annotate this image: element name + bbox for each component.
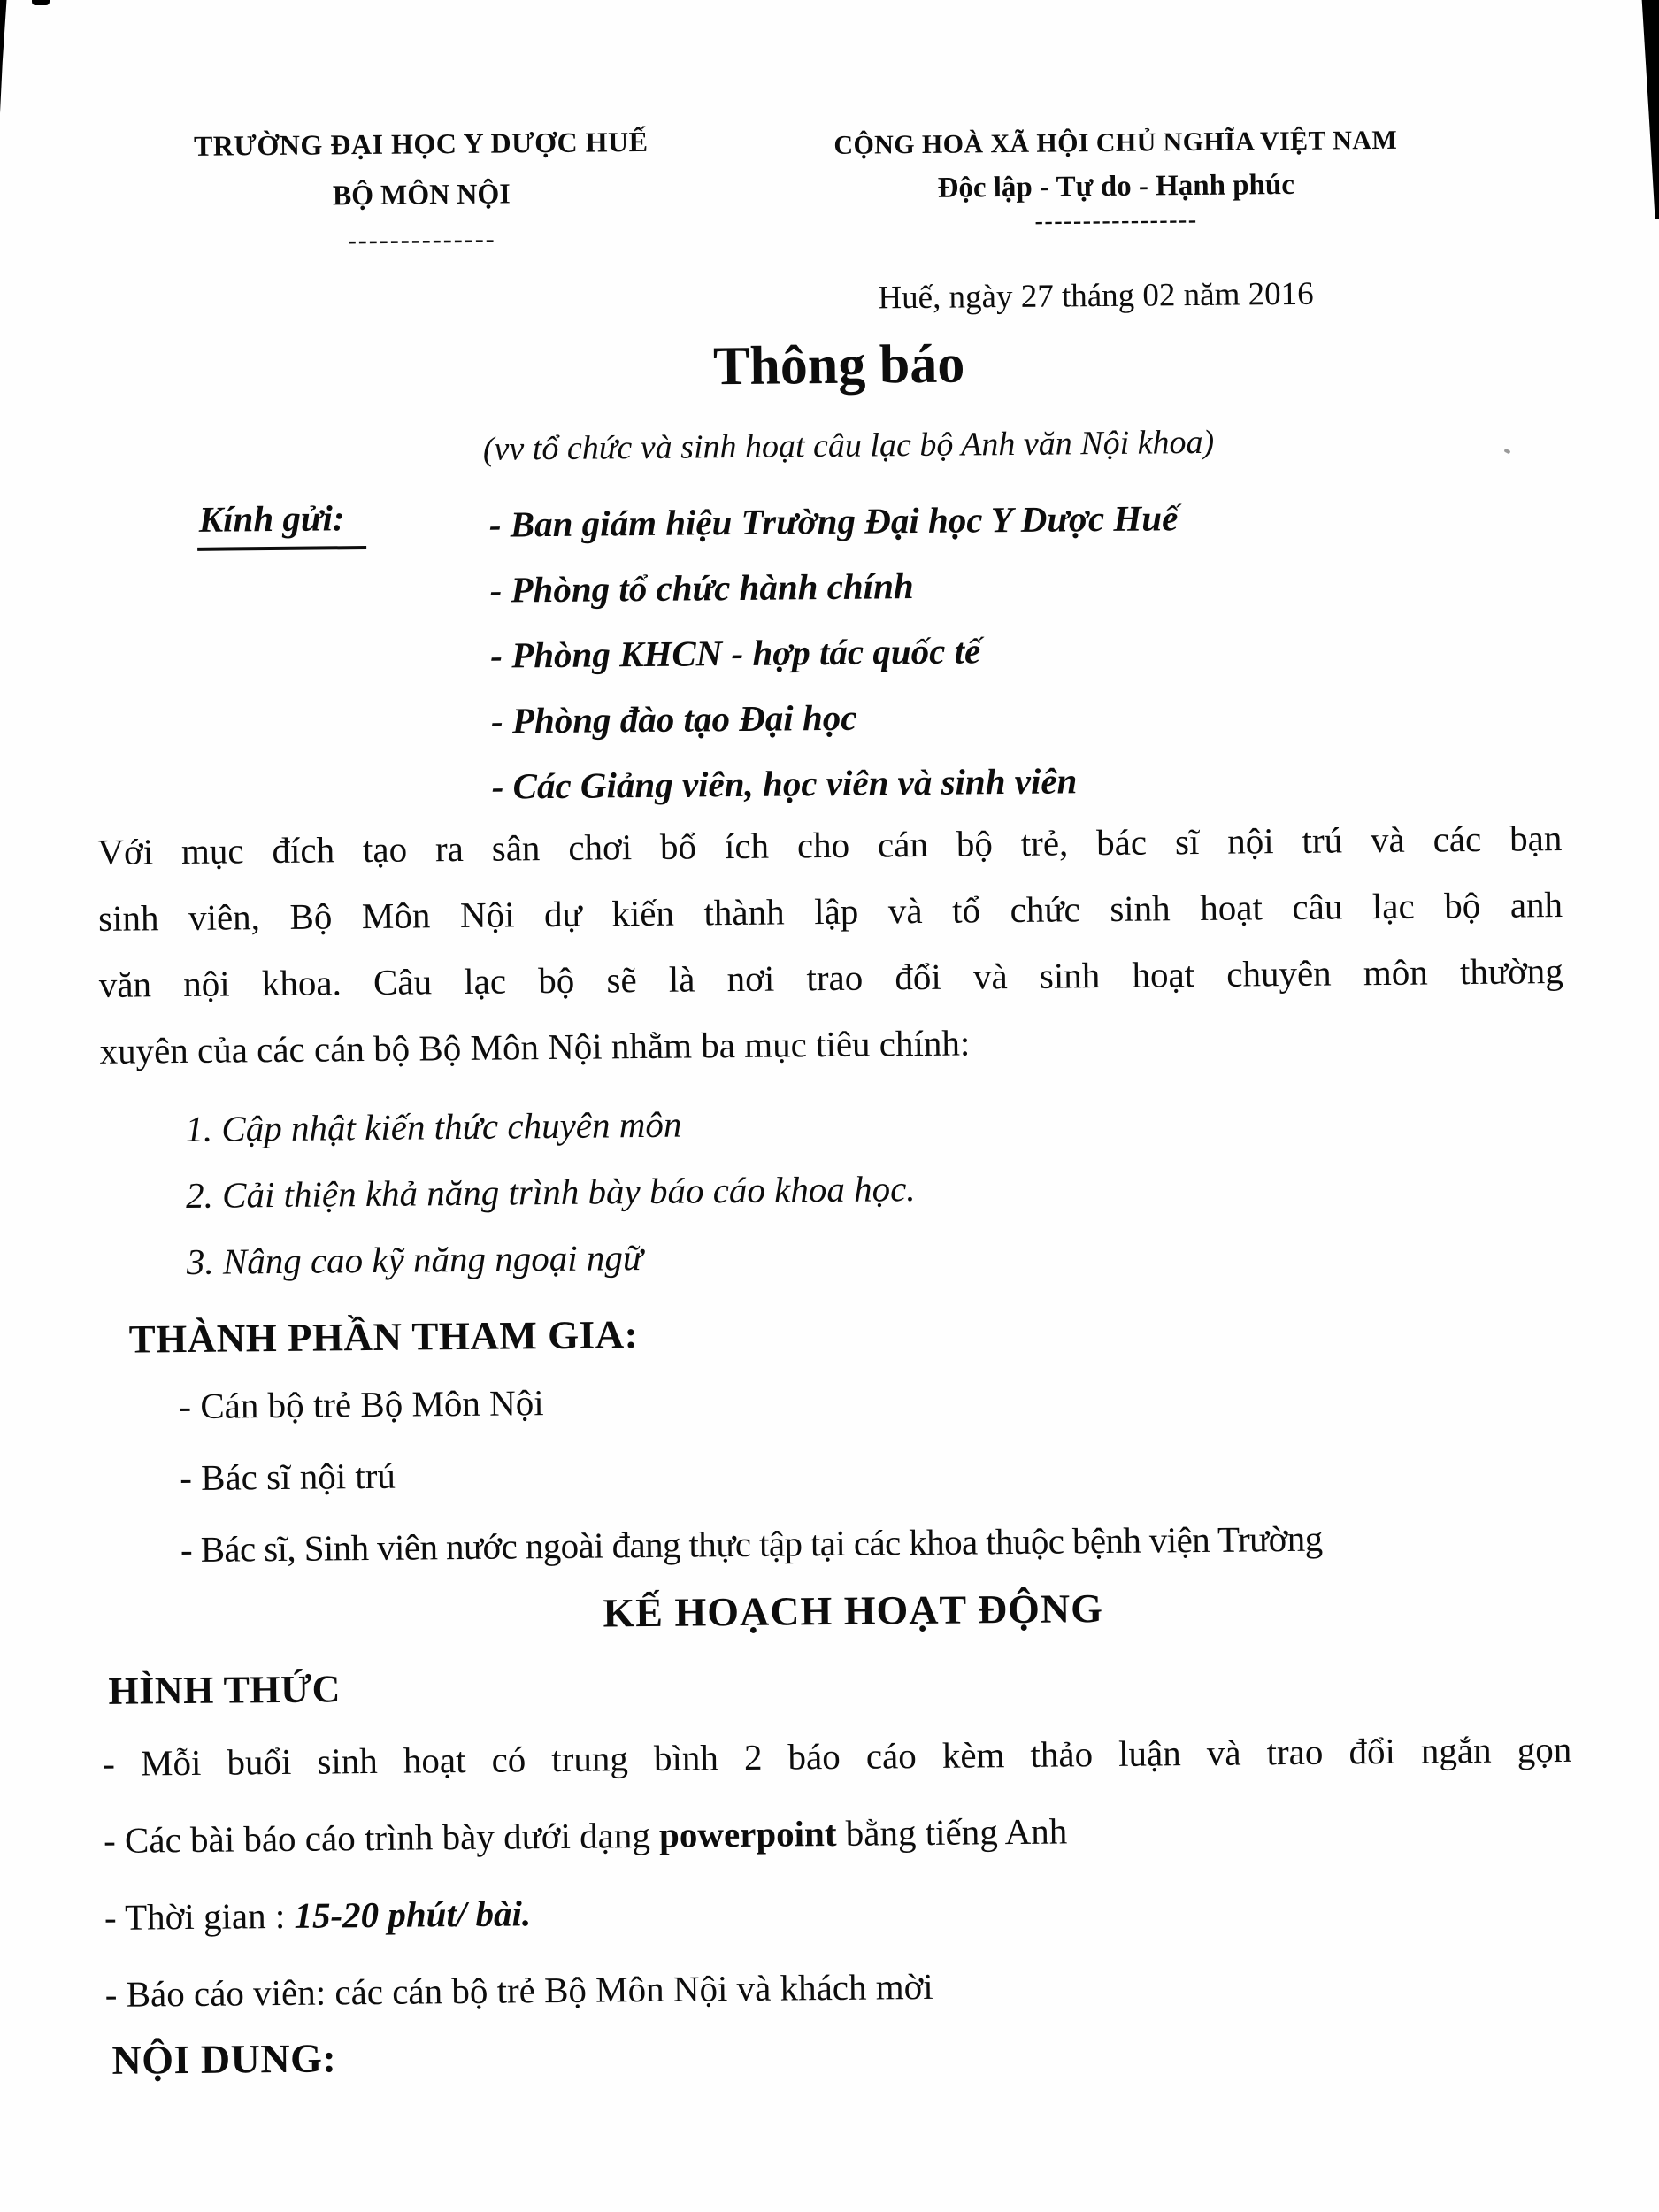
objectives-list — [185, 1085, 1425, 1295]
date-line: Huế, ngày 27 tháng 02 năm 2016 — [878, 275, 1314, 317]
format-item-text: - Các bài báo cáo trình bày dưới dạng — [103, 1814, 660, 1861]
paragraph-line: xuyên của các cán bộ Bộ Môn Nội nhằm ba mục tiêu chính: — [99, 1022, 971, 1071]
paragraph-line: văn nội khoa. Câu lạc bộ sẽ là nơi trao đổi và sinh hoạt chuyên môn thường — [98, 950, 1563, 1005]
recipient-item: - Ban giám hiệu Trường Đại học Y Dược Huế — [488, 497, 1179, 545]
issuing-org-block — [182, 126, 661, 257]
motto-line: Độc lập - Tự do - Hạnh phúc — [937, 168, 1295, 204]
format-item-emphasis: powerpoint — [658, 1812, 837, 1855]
national-motto-block — [806, 125, 1426, 238]
page-subtitle: (vv tổ chức và sinh hoạt câu lạc bộ Anh văn Nội khoa) — [482, 423, 1215, 468]
republic-title: CỘNG HOÀ XÃ HỘI CHỦ NGHĨA VIỆT NAM — [833, 125, 1398, 160]
format-item — [104, 1865, 1574, 1956]
format-item-text: - Mỗi buổi sinh hoạt có trung bình 2 báo cáo kèm thảo luận và trao đổi ngắn gọn — [103, 1728, 1572, 1784]
recipient-item: - Phòng đào tạo Đại học — [490, 696, 857, 741]
recipient-item: - Các Giảng viên, học viên và sinh viên — [491, 760, 1078, 807]
format-item-text: bằng tiếng Anh — [836, 1810, 1068, 1854]
format-item — [103, 1711, 1572, 1802]
format-item-text: - Báo cáo viên: các cán bộ trẻ Bộ Môn Nội và khách mời — [104, 1965, 933, 2015]
participants-list — [179, 1357, 1587, 1586]
participant-item: - Bác sĩ, Sinh viên nước ngoài đang thực tập tại các khoa thuộc bệnh viện Trường — [180, 1517, 1323, 1571]
department-name: BỘ MÔN NỘI — [332, 177, 511, 211]
recipients-list — [489, 482, 1466, 819]
scan-artifact-top-blob — [32, 0, 50, 5]
recipients-label: Kính gửi: — [197, 496, 366, 551]
paragraph-line: sinh viên, Bộ Môn Nội dự kiến thành lập và tổ chức sinh hoạt câu lạc bộ anh — [97, 884, 1563, 939]
participant-item: - Bác sĩ nội trú — [179, 1455, 396, 1499]
page-title: Thông báo — [712, 334, 965, 397]
format-list — [103, 1711, 1574, 2033]
intro-paragraph — [97, 805, 1564, 1085]
objective-item: 1. Cập nhật kiến thức chuyên môn — [185, 1103, 682, 1149]
format-item — [104, 1788, 1573, 1879]
recipient-item: - Phòng tổ chức hành chính — [489, 565, 914, 611]
right-dashed-rule: ----------------- — [1034, 205, 1198, 235]
left-dashed-rule: -------------- — [347, 224, 496, 256]
recipient-item: - Phòng KHCN - hợp tác quốc tế — [490, 630, 981, 676]
plan-heading: KẾ HOẠCH HOẠT ĐỘNG — [603, 1586, 1104, 1636]
objective-item: 2. Cải thiện khả năng trình bày báo cáo khoa học. — [185, 1168, 916, 1216]
format-item-text: - Thời gian : — [104, 1894, 295, 1938]
participants-heading: THÀNH PHẦN THAM GIA: — [128, 1312, 639, 1362]
format-item-emphasis: 15-20 phút/ bài. — [294, 1893, 532, 1936]
university-name: TRƯỜNG ĐẠI HỌC Y DƯỢC HUẾ — [193, 125, 649, 162]
objective-item: 3. Nâng cao kỹ năng ngoại ngữ — [186, 1237, 643, 1282]
content-heading: NỘI DUNG: — [111, 2035, 337, 2083]
participant-item: - Cán bộ trẻ Bộ Môn Nội — [179, 1382, 544, 1427]
format-heading: HÌNH THỨC — [108, 1667, 342, 1713]
format-item — [104, 1942, 1574, 2033]
paragraph-line: Với mục đích tạo ra sân chơi bổ ích cho cán bộ trẻ, bác sĩ nội trú và các bạn — [97, 818, 1563, 872]
